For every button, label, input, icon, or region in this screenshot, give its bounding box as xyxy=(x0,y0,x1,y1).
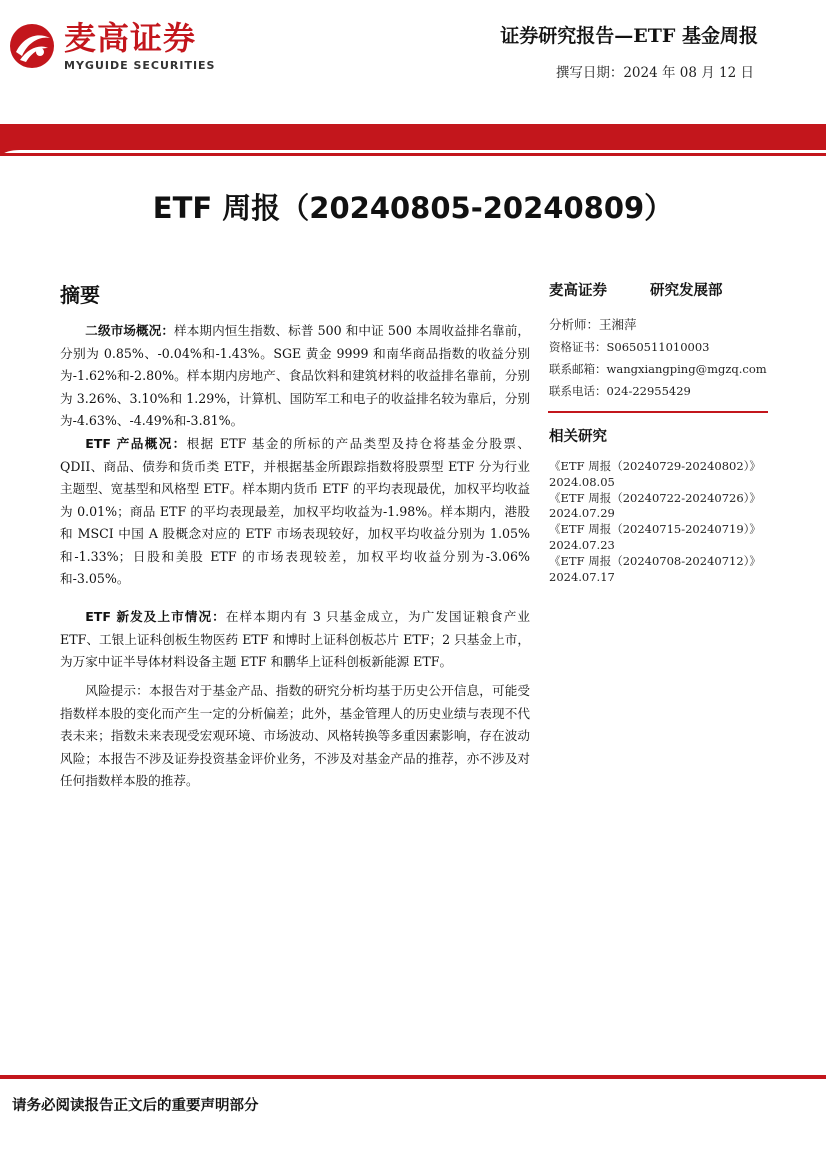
related-report-link[interactable]: 《ETF 周报（20240722-20240726）》 xyxy=(549,490,761,505)
paragraph-lead: ETF 新发及上市情况： xyxy=(85,609,226,624)
analyst-name: 分析师：王湘萍 xyxy=(549,317,637,332)
analyst-certificate: 资格证书：S0650511010003 xyxy=(549,340,710,354)
related-report-link[interactable]: 《ETF 周报（20240708-20240712）》 xyxy=(549,553,761,568)
paragraph-text: 根据 ETF 基金的所标的产品类型及持仓将基金分股票、QDII、商品、债券和货币类 ETF，并根据基金所跟踪指数将股票型 ETF 分为行业主题型、宽基型和风格型 ETF。样本期内货币 ETF 的平均表现最优，加权平均收益为 0.01%；商品 ETF 的平均表现最差，加权平均收益为-1.98%。样本期内，港股和 MSCI 中国 A 股概念对应的 ETF 市场表现较好，加权平均收益分别为 1.05%和-1.33%；日股和美股 ETF 的市场表现较差，加权平均收益分别为-3.06%和-3.05%。 xyxy=(60,436,530,586)
analyst-phone: 联系电话：024-22955429 xyxy=(549,384,691,398)
related-report-date: 2024.07.23 xyxy=(549,537,615,552)
risk-warning-paragraph xyxy=(60,680,530,793)
related-report-date: 2024.07.17 xyxy=(549,569,615,584)
related-report-date: 2024.07.29 xyxy=(549,506,615,521)
report-type: 证券研究报告—ETF 基金周报 xyxy=(500,25,758,47)
etf-new-listing-paragraph xyxy=(60,606,530,674)
paragraph-lead: 二级市场概况： xyxy=(85,323,175,338)
summary-heading: 摘要 xyxy=(60,283,100,307)
related-research-list xyxy=(549,459,761,585)
brand-name-cn: 麦高证券 xyxy=(64,19,197,57)
brand-name-en: MYGUIDE SECURITIES xyxy=(64,59,216,72)
related-research-heading: 相关研究 xyxy=(549,428,607,445)
related-report-link[interactable]: 《ETF 周报（20240729-20240802）》 xyxy=(549,459,761,473)
footer-divider xyxy=(0,1075,826,1079)
disclaimer-note: 请务必阅读报告正文后的重要声明部分 xyxy=(12,1097,259,1114)
market-overview-paragraph xyxy=(60,320,530,433)
sidebar-org: 麦高证券 xyxy=(549,282,607,299)
paragraph-text: 风险提示：本报告对于基金产品、指数的研究分析均基于历史公开信息，可能受指数样本股的变化而产生一定的分析偏差；此外，基金管理人的历史业绩与表现不代表未来；指数未来表现受宏观环境、市场波动、风格转换等多重因素影响，存在波动风险；本报告不涉及证券投资基金评价业务，不涉及对基金产品的推荐，亦不涉及对任何指数样本股的推荐。 xyxy=(60,683,530,788)
report-title: ETF 周报（20240805-20240809） xyxy=(152,191,674,225)
paragraph-lead: ETF 产品概况： xyxy=(85,436,187,451)
related-report-link[interactable]: 《ETF 周报（20240715-20240719）》 xyxy=(549,522,761,537)
related-report-date: 2024.08.05 xyxy=(549,474,615,489)
sidebar-dept: 研究发展部 xyxy=(650,282,723,299)
paragraph-text: 在样本期内有 3 只基金成立，为广发国证粮食产业 ETF、工银上证科创板生物医药 ETF 和博时上证科创板芯片 ETF；2 只基金上市，为万家中证半导体材料设备主题 ETF 和鹏华上证科创板新能源 ETF。 xyxy=(60,609,530,669)
etf-product-paragraph xyxy=(60,433,530,591)
paragraph-text: 样本期内恒生指数、标普 500 和中证 500 本周收益排名靠前，分别为 0.85%、-0.04%和-1.43%。SGE 黄金 9999 和南华商品指数的收益分别为-1.62%和-2.80%。样本期内房地产、食品饮料和建筑材料的收益排名靠前，分别为 3.26%、3.10%和 1.29%，计算机、国防军工和电子的收益排名较为靠后，分别为-4.63%、-4.49%和-3.81%。 xyxy=(60,323,530,428)
header-banner xyxy=(0,124,826,156)
analyst-email: 联系邮箱：wangxiangping@mgzq.com xyxy=(549,362,767,376)
report-date: 撰写日期：2024 年 08 月 12 日 xyxy=(555,65,754,81)
sidebar-divider xyxy=(548,411,768,413)
brand-logo-icon xyxy=(8,22,56,70)
